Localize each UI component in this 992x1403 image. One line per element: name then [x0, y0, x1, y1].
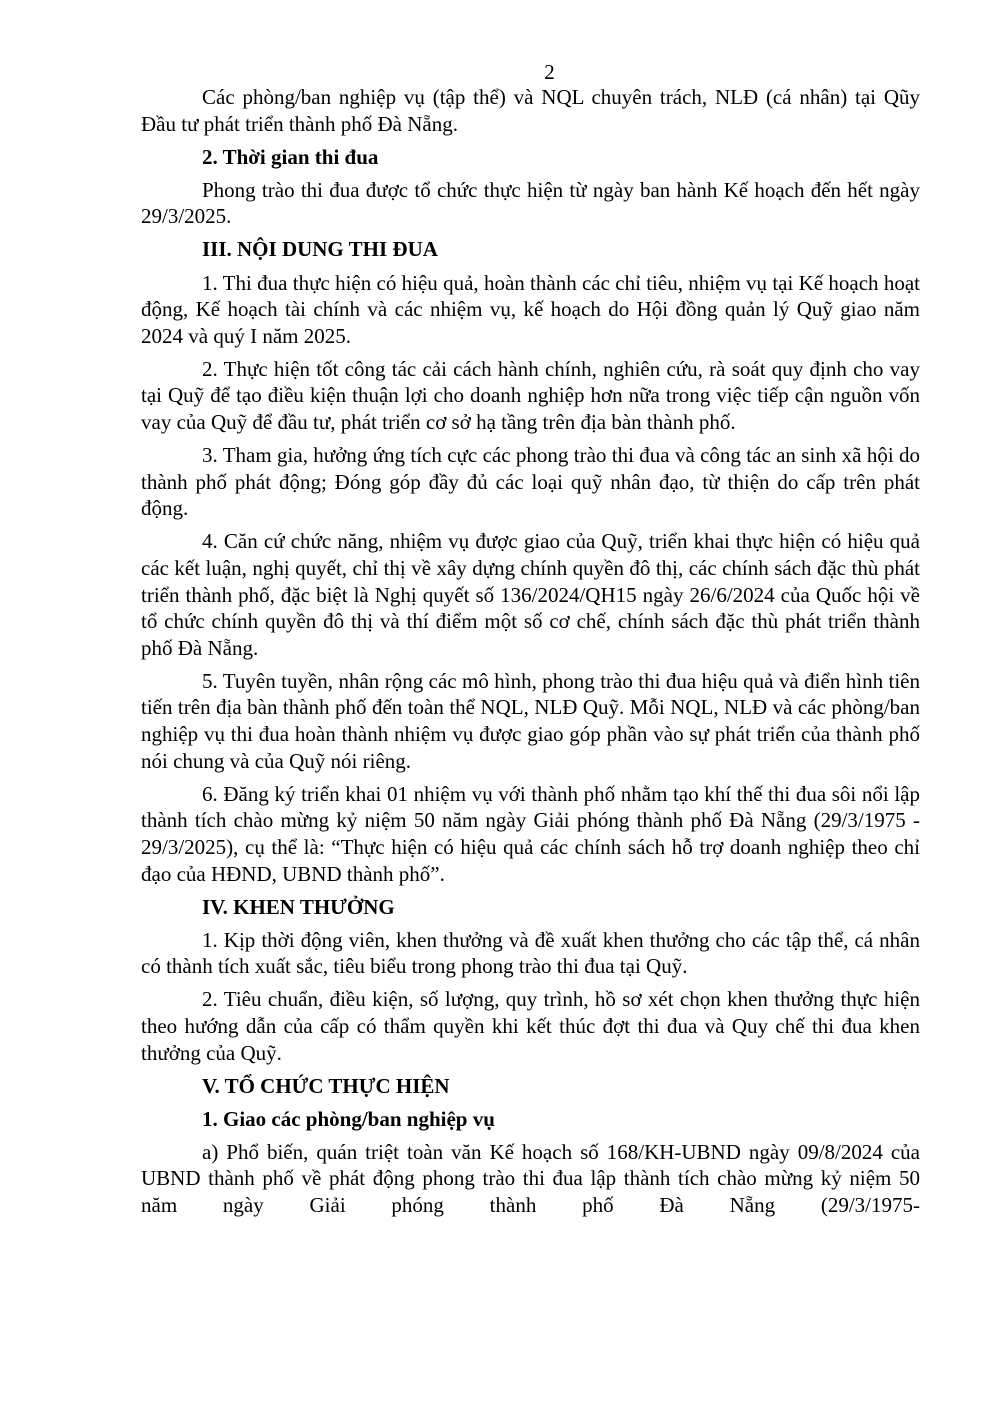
- page-number: 2: [544, 60, 555, 84]
- section-heading: V. TỔ CHỨC THỰC HIỆN: [202, 1073, 450, 1098]
- body-paragraph: 2. Thực hiện tốt công tác cải cách hành chính, nghiên cứu, rà soát quy định cho vay tại Quỹ để tạo điều kiện thuận lợi cho doanh nghiệp hơn nữa trong việc tiếp cận nguồn vốn vay của Quỹ để đầu tư, phát triển cơ sở hạ tầng trên địa bàn thành phố.: [141, 356, 920, 435]
- document-body: [141, 84, 920, 1219]
- body-paragraph: 1. Thi đua thực hiện có hiệu quả, hoàn thành các chỉ tiêu, nhiệm vụ tại Kế hoạch hoạt động, Kế hoạch tài chính và các nhiệm vụ, kế hoạch do Hội đồng quản lý Quỹ giao năm 2024 và quý I năm 2025.: [141, 270, 920, 348]
- body-paragraph: Các phòng/ban nghiệp vụ (tập thể) và NQL chuyên trách, NLĐ (cá nhân) tại Qũy Đầu tư phát triển thành phố Đà Nẵng.: [141, 85, 920, 136]
- body-paragraph: Phong trào thi đua được tổ chức thực hiện từ ngày ban hành Kế hoạch đến hết ngày 29/3/2025.: [141, 177, 920, 229]
- section-heading: 2. Thời gian thi đua: [202, 144, 379, 169]
- body-paragraph: 6. Đăng ký triển khai 01 nhiệm vụ với thành phố nhằm tạo khí thế thi đua sôi nổi lập thành tích chào mừng kỷ niệm 50 năm ngày Giải phóng thành phố Đà Nẵng (29/3/1975 - 29/3/2025), cụ thể là: “Thực hiện có hiệu quả các chính sách hỗ trợ doanh nghiệp theo chỉ đạo của HĐND, UBND thành phố”.: [141, 781, 920, 886]
- body-paragraph: a) Phổ biến, quán triệt toàn văn Kế hoạch số 168/KH-UBND ngày 09/8/2024 của UBND thành phố về phát động phong trào thi đua lập thành tích chào mừng kỷ niệm 50 năm ngày Giải phóng thành phố Đà Nẵng (29/3/1975-: [141, 1139, 920, 1218]
- section-heading: 1. Giao các phòng/ban nghiệp vụ: [202, 1106, 495, 1131]
- body-paragraph: 4. Căn cứ chức năng, nhiệm vụ được giao của Quỹ, triển khai thực hiện có hiệu quả các kết luận, nghị quyết, chỉ thị về xây dựng chính quyền đô thị, các chính sách đặc thù phát triển thành phố, đặc biệt là Nghị quyết số 136/2024/QH15 ngày 26/6/2024 của Quốc hội về tổ chức chính quyền đô thị và thí điểm một số cơ chế, chính sách đặc thù phát triển thành phố Đà Nẵng.: [141, 529, 920, 660]
- body-paragraph: 1. Kịp thời động viên, khen thưởng và đề xuất khen thưởng cho các tập thể, cá nhân có thành tích xuất sắc, tiêu biểu trong phong trào thi đua tại Quỹ.: [141, 927, 920, 979]
- section-heading: IV. KHEN THƯỞNG: [202, 894, 395, 919]
- body-paragraph: 5. Tuyên tuyền, nhân rộng các mô hình, phong trào thi đua hiệu quả và điển hình tiên tiến trên địa bàn thành phố đến toàn thể NQL, NLĐ Quỹ. Mỗi NQL, NLĐ và các phòng/ban nghiệp vụ thi đua hoàn thành nhiệm vụ được giao góp phần vào sự phát triển của thành phố nói chung và của Quỹ nói riêng.: [141, 668, 920, 773]
- body-paragraph: 2. Tiêu chuẩn, điều kiện, số lượng, quy trình, hồ sơ xét chọn khen thưởng thực hiện theo hướng dẫn của cấp có thẩm quyền khi kết thúc đợt thi đua và Quy chế thi đua khen thưởng của Quỹ.: [141, 987, 920, 1065]
- section-heading: III. NỘI DUNG THI ĐUA: [202, 237, 438, 262]
- body-paragraph: 3. Tham gia, hưởng ứng tích cực các phong trào thi đua và công tác an sinh xã hội do thành phố phát động; Đóng góp đầy đủ các loại quỹ nhân đạo, từ thiện do cấp trên phát động.: [141, 443, 920, 521]
